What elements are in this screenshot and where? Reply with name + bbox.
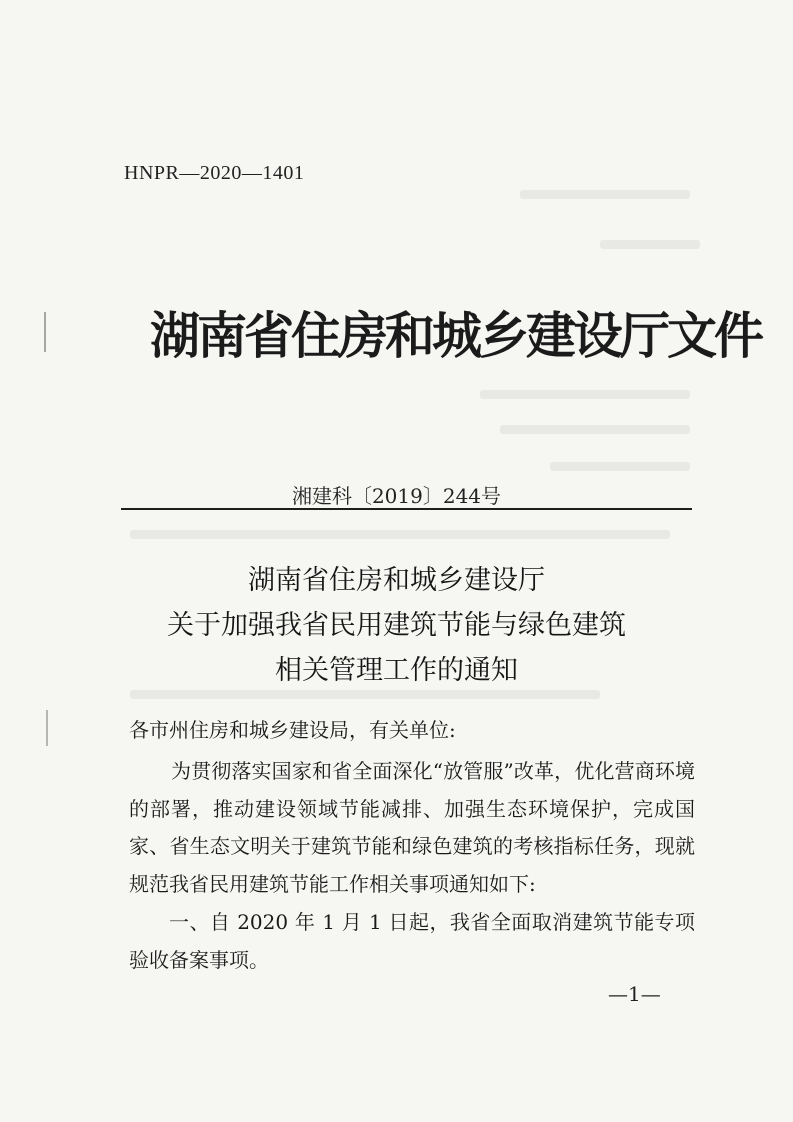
bleed-through-mark <box>600 240 700 249</box>
binding-mark <box>44 312 46 352</box>
notice-title-line: 湖南省住房和城乡建设厅 <box>248 565 545 596</box>
notice-title-line: 相关管理工作的通知 <box>275 655 518 686</box>
bleed-through-mark <box>130 530 670 539</box>
bleed-through-mark <box>550 462 690 471</box>
binding-mark <box>46 710 48 746</box>
issuer-title: 湖南省住房和城乡建设厅文件 <box>150 307 761 365</box>
header-divider <box>121 508 692 510</box>
notice-title-line: 关于加强我省民用建筑节能与绿色建筑 <box>167 610 626 641</box>
document-code: HNPR—2020—1401 <box>124 162 305 184</box>
document-number: 湘建科〔2019〕244号 <box>291 484 502 508</box>
page-number: —1— <box>608 982 661 1006</box>
bleed-through-mark <box>480 390 690 399</box>
salutation: 各市州住房和城乡建设局，有关单位: <box>129 718 456 742</box>
body-paragraph: 一、自 2020 年 1 月 1 日起，我省全面取消建筑节能专项验收备案事项。 <box>129 910 695 972</box>
bleed-through-mark <box>500 425 690 434</box>
body-paragraph: 为贯彻落实国家和省全面深化“放管服”改革，优化营商环境的部署，推动建设领域节能减排、加强生态环境保护，完成国家、省生态文明关于建筑节能和绿色建筑的考核指标任务，现就规范我省民用建筑节能工作相关事项通知如下: <box>129 759 695 896</box>
bleed-through-mark <box>520 190 690 199</box>
bleed-through-mark <box>130 690 600 699</box>
